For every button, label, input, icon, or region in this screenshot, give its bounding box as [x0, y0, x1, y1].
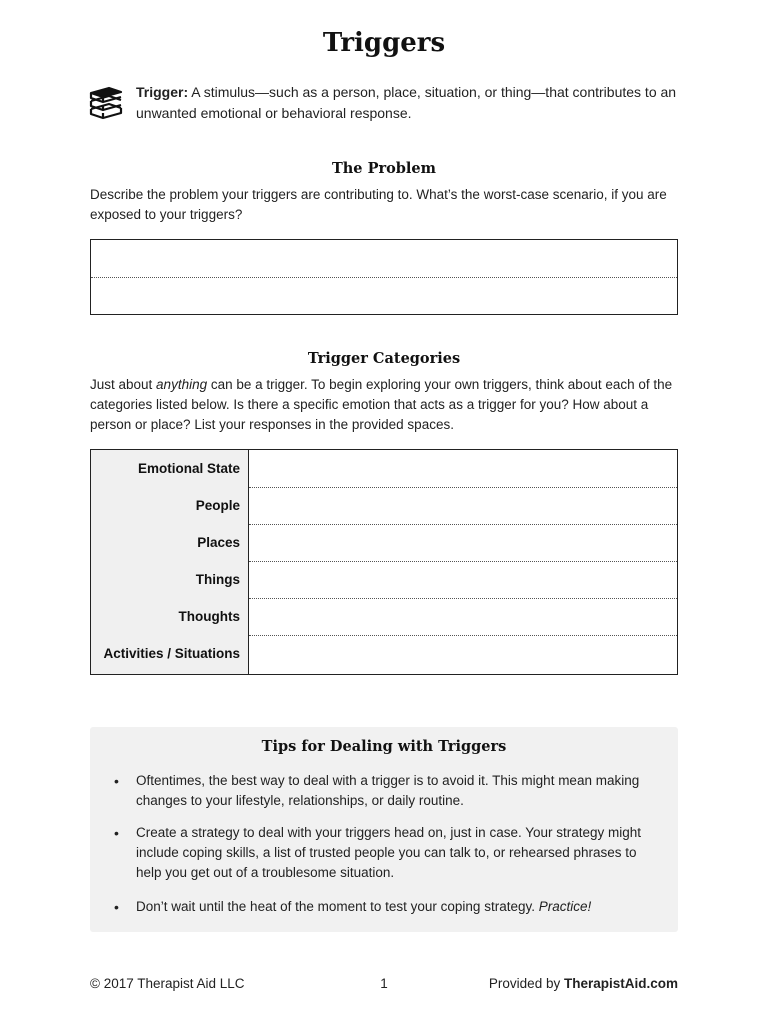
definition-term: Trigger: — [136, 84, 189, 100]
category-labels-column — [91, 450, 249, 674]
tip-emphasis: Practice! — [538, 899, 592, 914]
categories-intro — [90, 375, 682, 435]
category-response-places[interactable] — [249, 524, 677, 562]
category-response-emotional-state[interactable] — [249, 450, 677, 488]
footer-provided-prefix: Provided by — [488, 976, 564, 991]
footer-copyright: © 2017 Therapist Aid LLC — [90, 976, 245, 991]
response-line-divider — [91, 277, 677, 278]
bullet-icon: • — [114, 825, 119, 841]
category-response-things[interactable] — [249, 561, 677, 599]
bullet-icon: • — [114, 899, 119, 915]
intro-emphasis: anything — [156, 377, 208, 392]
intro-text-start: Just about — [90, 377, 157, 392]
category-response-thoughts[interactable] — [249, 598, 677, 636]
tip-item — [114, 771, 656, 811]
tips-panel — [90, 727, 678, 932]
footer-provided-by — [489, 976, 678, 991]
problem-response-box[interactable] — [90, 239, 678, 315]
problem-prompt: Describe the problem your triggers are contributing to. What’s the worst-case scenario, if you are exposed to your triggers? — [90, 187, 667, 222]
footer-brand-link[interactable]: TherapistAid.com — [563, 976, 678, 991]
page-title: Triggers — [322, 28, 446, 58]
tip-text: Oftentimes, the best way to deal with a trigger is to avoid it. This might mean making changes to your lifestyle, relationships, or daily routine. — [136, 773, 640, 808]
categories-heading: Trigger Categories — [307, 350, 461, 367]
category-response-people[interactable] — [249, 487, 677, 525]
books-icon — [88, 86, 124, 120]
category-label-thoughts: Thoughts — [178, 609, 240, 624]
problem-heading: The Problem — [331, 160, 437, 177]
tip-item — [114, 897, 656, 917]
tip-item — [114, 823, 656, 883]
footer-page-number: 1 — [380, 976, 388, 991]
category-label-places: Places — [197, 535, 240, 550]
tips-heading: Tips for Dealing with Triggers — [261, 738, 507, 755]
intro-text-end: can be a trigger. To begin exploring your own triggers, think about each of the categories listed below. Is there a specific emotion that acts as a trigger for you? How about a person or place? List your responses in the provided spaces. — [90, 377, 673, 432]
tip-text: Create a strategy to deal with your triggers head on, just in case. Your strategy might include coping skills, a list of trusted people you can talk to, or rehearsed phrases to help you get out of a troublesome situation. — [136, 825, 642, 880]
definition — [136, 82, 681, 124]
tip-text: Don’t wait until the heat of the moment to test your coping strategy. — [136, 899, 539, 914]
trigger-categories-table — [90, 449, 678, 675]
category-response-activities-situations[interactable] — [249, 635, 677, 672]
category-label-emotional-state: Emotional State — [137, 461, 240, 476]
category-label-people: People — [195, 498, 240, 513]
category-label-things: Things — [195, 572, 240, 587]
category-label-activities-situations: Activities / Situations — [103, 646, 240, 661]
definition-text: A stimulus—such as a person, place, situation, or thing—that contributes to an unwanted emotional or behavioral response. — [136, 84, 677, 121]
bullet-icon: • — [114, 773, 119, 789]
